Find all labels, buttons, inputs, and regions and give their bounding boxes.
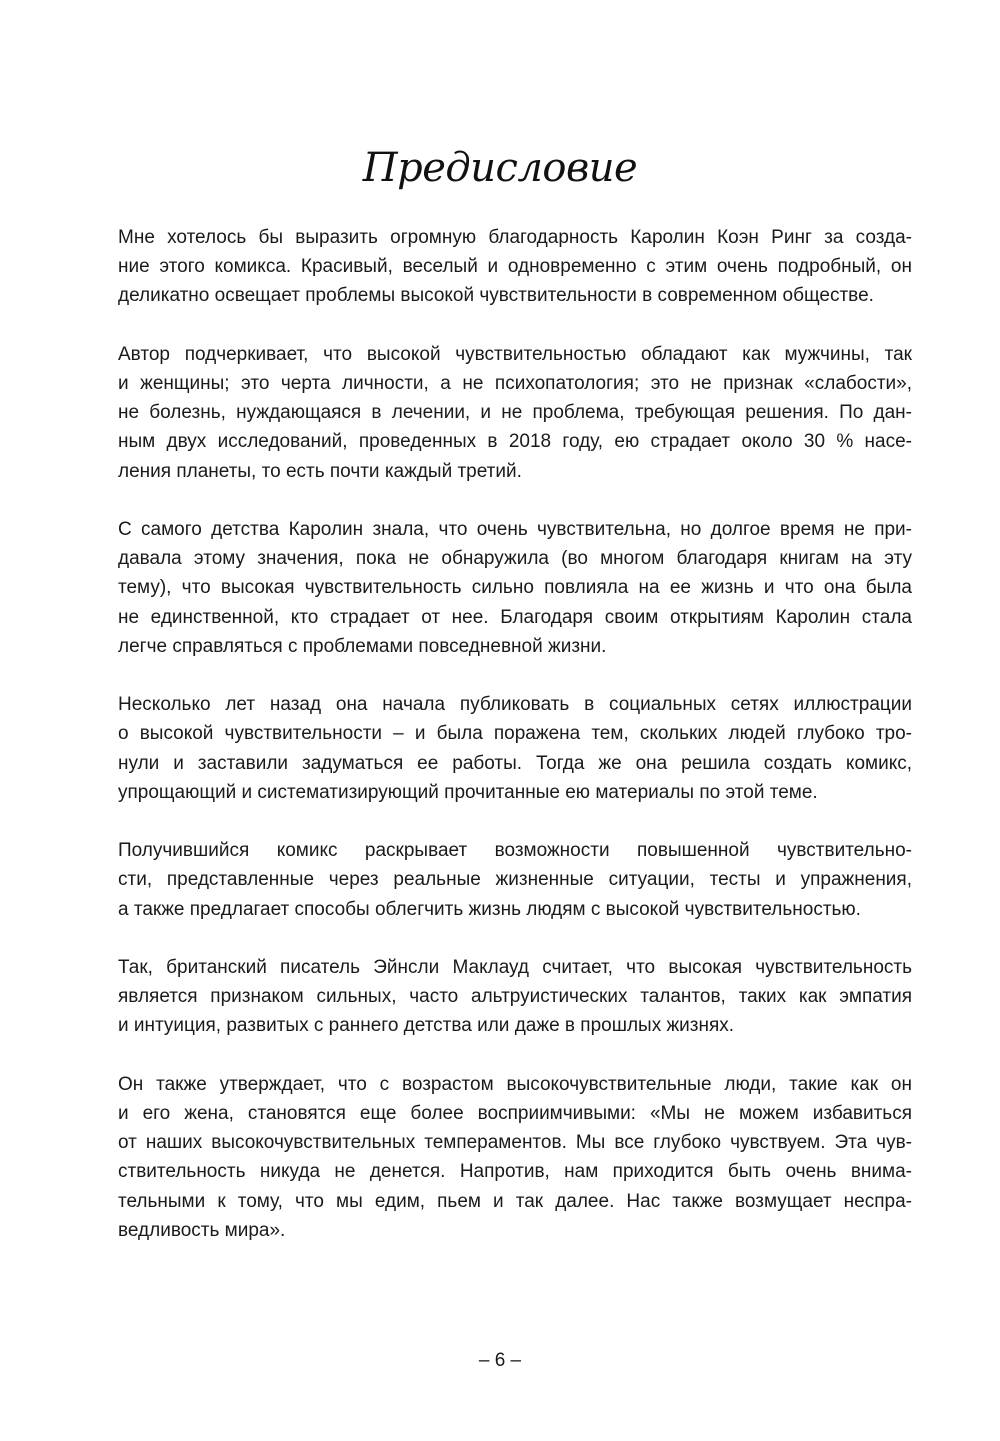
text-line: нули и заставили задуматься ее работы. Тогда же она решила создать комикс, — [118, 752, 912, 774]
page-number: – 6 – — [478, 1350, 522, 1371]
text-line: ления планеты, то есть почти каждый третий. — [118, 460, 522, 482]
text-line: и женщины; это черта личности, а не психопатология; это не признак «слабости», — [118, 373, 912, 394]
text-line: сти, представленные через реальные жизненные ситуации, тесты и упражнения, — [118, 869, 912, 891]
paragraph — [118, 340, 912, 486]
paragraph — [118, 836, 912, 924]
text-line: ведливость мира». — [118, 1219, 286, 1241]
text-line: С самого детства Каролин знала, что очень чувствительна, но долгое время не при- — [118, 519, 912, 540]
text-line: тельными к тому, что мы едим, пьем и так далее. Нас также возмущает неспра- — [118, 1190, 912, 1212]
text-line: упрощающий и систематизирующий прочитанные ею материалы по этой теме. — [118, 781, 818, 803]
text-line: Автор подчеркивает, что высокой чувствительностью обладают как мужчины, так — [118, 343, 912, 365]
page-title: Предисловие — [362, 145, 638, 191]
text-line: ствительность никуда не денется. Напротив, нам приходится быть очень внима- — [118, 1161, 912, 1183]
text-line: Мне хотелось бы выразить огромную благодарность Каролин Коэн Ринг за созда- — [118, 227, 912, 248]
text-line: а также предлагает способы облегчить жизнь людям с высокой чувствительностью. — [118, 898, 861, 920]
paragraph — [118, 515, 912, 661]
body-text — [118, 223, 912, 1274]
text-line: не единственной, кто страдает от нее. Благодаря своим открытиям Каролин стала — [118, 606, 912, 628]
text-line: легче справляться с проблемами повседневной жизни. — [118, 635, 607, 657]
text-line: деликатно освещает проблемы высокой чувствительности в современном обществе. — [118, 285, 874, 307]
text-line: является признаком сильных, часто альтруистических талантов, таких как эмпатия — [118, 986, 912, 1008]
text-line: о высокой чувствительности – и была поражена тем, скольких людей глубоко тро- — [118, 723, 912, 745]
text-line: тему), что высокая чувствительность сильно повлияла на ее жизнь и что она была — [118, 577, 912, 599]
text-line: давала этому значения, пока не обнаружила (во многом благодаря книгам на эту — [118, 548, 912, 570]
text-line: ние этого комикса. Красивый, веселый и одновременно с этим очень подробный, он — [118, 256, 912, 278]
text-line: Несколько лет назад она начала публиковать в социальных сетях иллюстрации — [118, 694, 912, 716]
text-line: не болезнь, нуждающаяся в лечении, и не проблема, требующая решения. По дан- — [118, 402, 912, 424]
text-line: ным двух исследований, проведенных в 2018 году, ею страдает около 30 % насе- — [118, 431, 912, 453]
text-line: Получившийся комикс раскрывает возможности повышенной чувствительно- — [118, 840, 912, 862]
text-line: Так, британский писатель Эйнсли Маклауд считает, что высокая чувствительность — [118, 957, 912, 978]
text-line: и интуиция, развитых с раннего детства или даже в прошлых жизнях. — [118, 1015, 735, 1037]
paragraph — [118, 690, 912, 807]
text-line: и его жена, становятся еще более восприимчивыми: «Мы не можем избавиться — [118, 1103, 912, 1124]
paragraph — [118, 953, 912, 1041]
paragraph — [118, 223, 912, 311]
text-line: от наших высокочувствительных темпераментов. Мы все глубоко чувствуем. Эта чув- — [118, 1132, 912, 1154]
text-line: Он также утверждает, что с возрастом высокочувствительные люди, такие как он — [118, 1073, 912, 1095]
paragraph — [118, 1070, 912, 1245]
